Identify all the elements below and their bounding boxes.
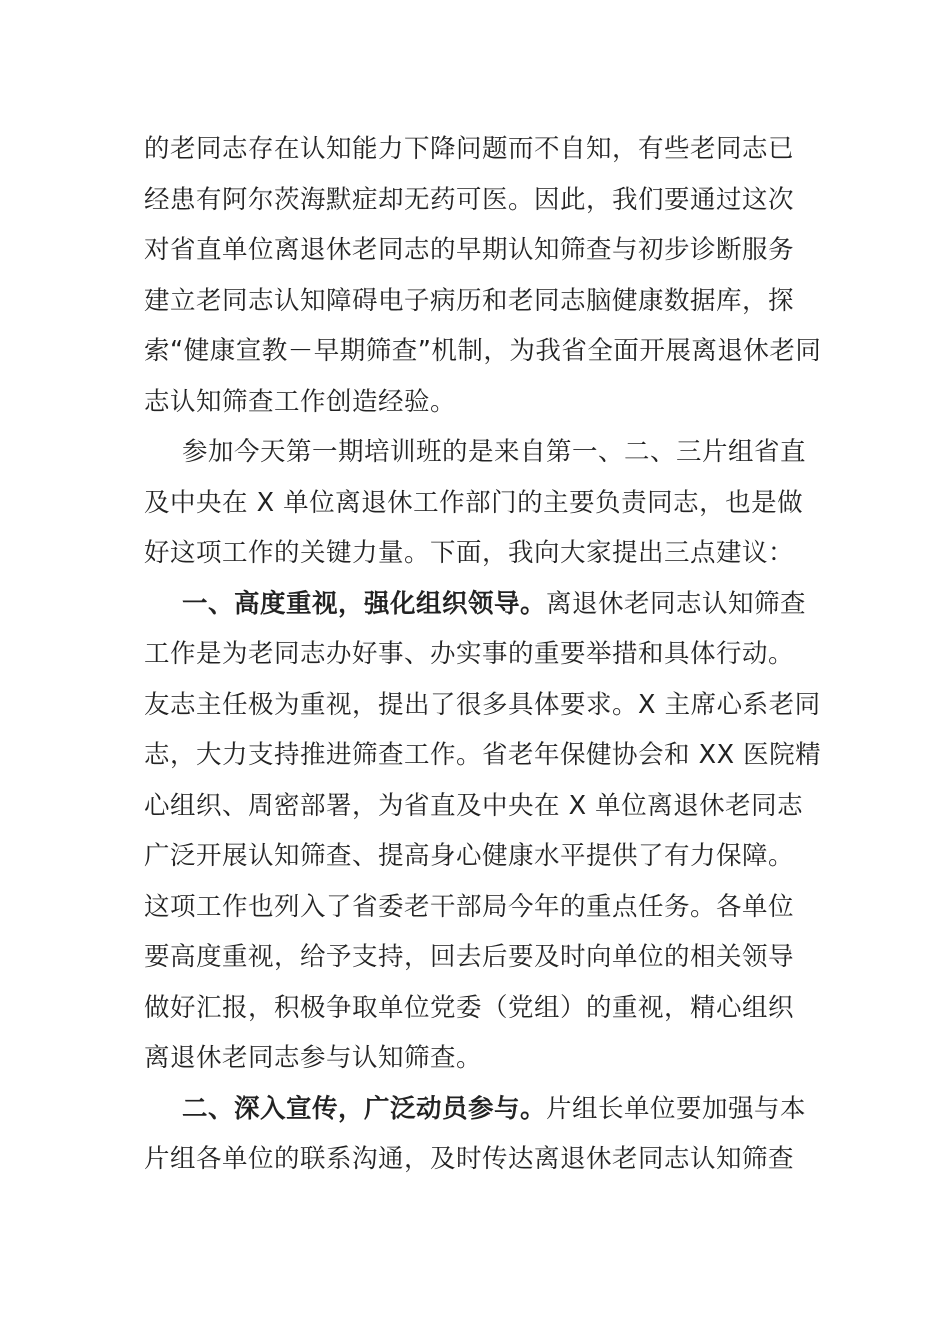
text-line: 工作是为老同志办好事、办实事的重要举措和具体行动。	[144, 639, 795, 669]
text-line: 经患有阿尔茨海默症却无药可医。因此，我们要通过这次	[144, 184, 795, 215]
text-line: 心组织、周密部署，为省直及中央在 X 单位离退休老同志	[144, 790, 804, 821]
text-line: 好这项工作的关键力量。下面，我向大家提出三点建议：	[144, 538, 795, 568]
text-line: 这项工作也列入了省委老干部局今年的重点任务。各单位	[144, 891, 795, 922]
text-line: 对省直单位离退休老同志的早期认知筛查与初步诊断服务	[144, 235, 795, 265]
text-line: 的老同志存在认知能力下降问题而不自知，有些老同志已	[144, 134, 795, 164]
section-2	[144, 1084, 812, 1185]
section-2-first-line	[144, 1084, 812, 1135]
text-line: 做好汇报，积极争取单位党委（党组）的重视，精心组织	[144, 992, 795, 1023]
section-2-heading: 二、深入宣传，广泛动员参与。	[182, 1093, 547, 1124]
text-line: 志认知筛查工作创造经验。	[144, 386, 457, 417]
text-line: 离退休老同志参与认知筛查。	[144, 1043, 483, 1073]
text-line: 志，大力支持推进筛查工作。省老年保健协会和 XX 医院精	[144, 740, 822, 770]
text-line: 索“健康宣教－早期筛查”机制，为我省全面开展离退休老同	[144, 336, 822, 366]
text-line: 建立老同志认知障碍电子病历和老同志脑健康数据库，探	[144, 285, 795, 316]
text-line: 要高度重视，给予支持，回去后要及时向单位的相关领导	[144, 942, 795, 972]
text-line: 片组各单位的联系沟通，及时传达离退休老同志认知筛查	[144, 1144, 795, 1174]
paragraph-2	[144, 427, 812, 579]
section-1-heading: 一、高度重视，强化组织领导。	[182, 588, 547, 619]
section-2-first-line-text: 片组长单位要加强与本	[546, 1093, 807, 1124]
document-body	[144, 124, 822, 1185]
text-line: 广泛开展认知筛查、提高身心健康水平提供了有力保障。	[144, 841, 795, 871]
section-1-first-line-text: 离退休老同志认知筛查	[546, 588, 807, 619]
section-1-first-line	[144, 579, 812, 630]
paragraph-1	[144, 124, 822, 427]
text-line: 友志主任极为重视，提出了很多具体要求。X 主席心系老同	[144, 689, 821, 720]
text-line: 及中央在 X 单位离退休工作部门的主要负责同志，也是做	[144, 487, 804, 518]
text-line: 参加今天第一期培训班的是来自第一、二、三片组省直	[182, 437, 807, 467]
section-1	[144, 579, 822, 1084]
